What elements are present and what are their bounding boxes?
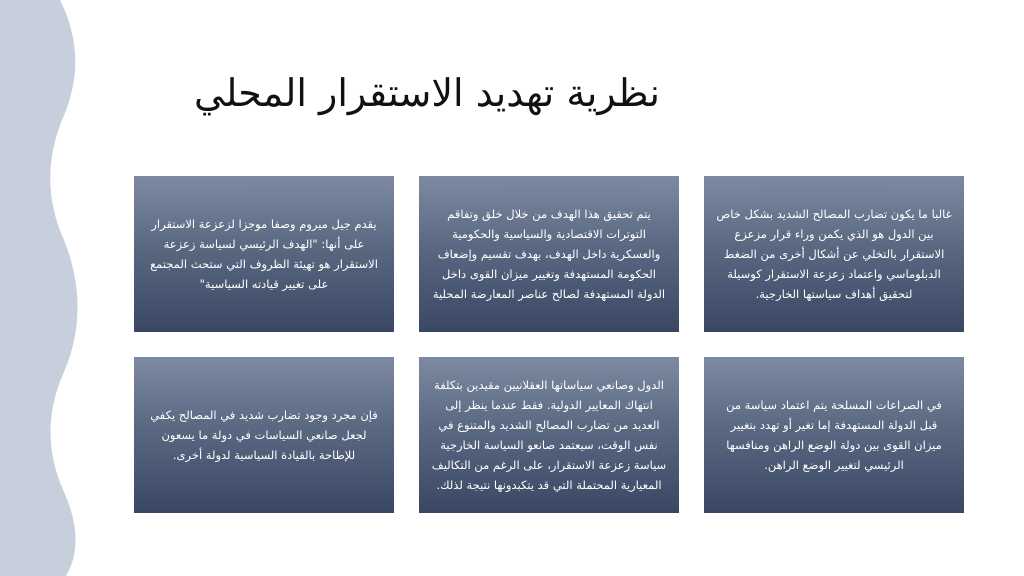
card-text: يقدم جيل ميروم وصفا موجزا لزعزعة الاستقرار على أنها: "الهدف الرئيسي لسياسة زعزعة الاستقرار هو تهيئة الظروف التي ستحث المجتمع على تغيير قيادته السياسية" [150,217,378,291]
card-text: فإن مجرد وجود تضارب شديد في المصالح يكفي لجعل صانعي السياسات في دولة ما يسعون للإطاحة بالقيادة السياسية لدولة أخرى. [150,408,378,462]
card-text: في الصراعات المسلحة يتم اعتماد سياسة من قبل الدولة المستهدفة إما تغير أو تهدد بتغيير ميزان القوى بين دولة الوضع الراهن ومنافسها الرئيسي لتغيير الوضع الراهن. [726,398,942,472]
content-card [134,357,394,513]
card-text: الدول وصانعي سياساتها العقلانيين مقيدين بتكلفة انتهاك المعايير الدولية. فقط عندما ينظر إلى العديد من تضارب المصالح الشديد والمتنوع في نفس الوقت، سيعتمد صانعو السياسة الخارجية سياسة زعزعة الاستقرار، على الرغم من التكاليف المعيارية المحتملة التي قد يتكبدونها نتيجة لذلك. [431,378,667,492]
content-card [419,176,679,332]
content-card [704,176,964,332]
content-card [704,357,964,513]
content-card [134,176,394,332]
page-title: نظرية تهديد الاستقرار المحلي [194,71,660,115]
decorative-wave-band [0,0,80,576]
card-text: يتم تحقيق هذا الهدف من خلال خلق وتفاقم التوترات الاقتصادية والسياسية والحكومية والعسكرية داخل الهدف، بهدف تقسيم وإضعاف الحكومة المستهدفة وتغيير ميزان القوى داخل الدولة المستهدفة لصالح عناصر المعارضة المحلية [432,207,666,301]
card-text: غالبا ما يكون تضارب المصالح الشديد بشكل خاص بين الدول هو الذي يكمن وراء قرار مزعزع الاستقرار بالتخلي عن أشكال أخرى من الضغط الدبلوماسي واعتماد زعزعة الاستقرار كوسيلة لتحقيق أهداف سياستها الخارجية. [716,207,952,301]
content-card [419,357,679,513]
